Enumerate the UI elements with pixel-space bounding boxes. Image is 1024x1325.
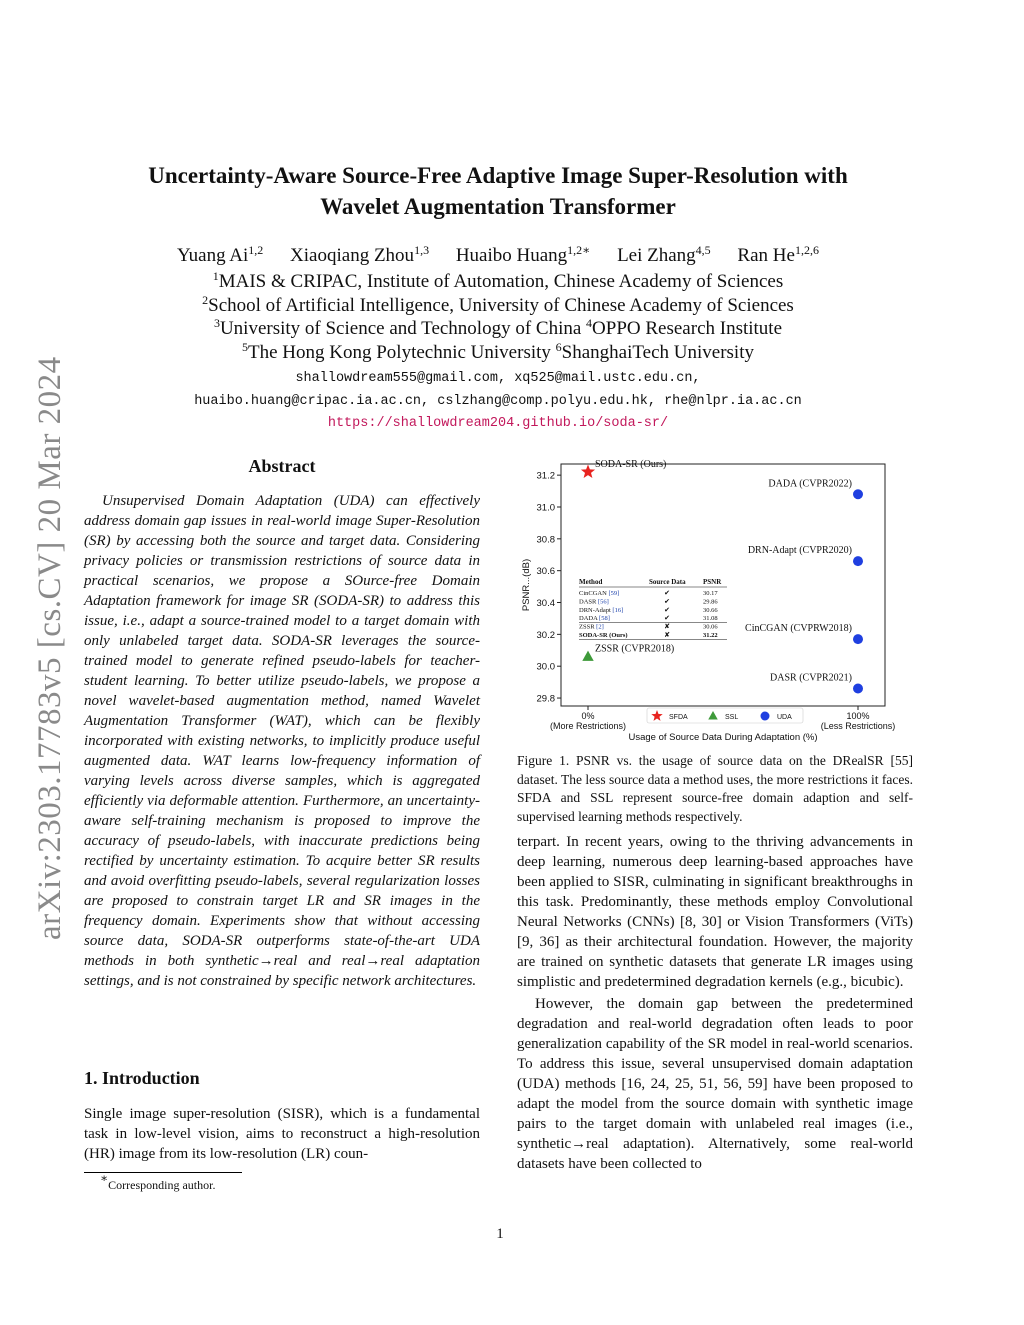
x-tick-label: 100% [846,711,870,721]
data-point-circle [853,489,863,499]
arxiv-stamp: arXiv:2303.17783v5 [cs.CV] 20 Mar 2024 [32,356,68,940]
page-number: 1 [496,1226,504,1242]
email-line-2: huaibo.huang@cripac.ia.ac.cn, cslzhang@comp.polyu.edu.hk, rhe@nlpr.ia.ac.cn [194,393,802,409]
data-label: SODA-SR (Ours) [595,458,667,470]
y-tick-label: 30.0 [536,661,555,673]
inset-table-method: DADA [58] [579,615,610,623]
inset-table-source: ✔ [664,590,670,597]
inset-table-psnr: 31.08 [703,615,718,623]
y-tick-label: 31.2 [536,470,555,482]
y-axis-label: PSNR...(dB) [521,558,532,612]
right-paragraph-2: However, the domain gap between the predetermined degradation and real-world degradation often leads to poor generalization capability of the SR model in real-world scenarios. To address this issue, several unsupervised domain adaptation (UDA) methods [16, 24, 25, 51, 56, 59] have been proposed to adapt the model from the source domain with synthetic image pairs to the target domain with unlabeled real images (i.e., synthetic→real adaptation). Alternatively, some real-world datasets have been collected to [517,996,913,1172]
affiliation-3-4: $^3$University of Science and Technology of China $^4$OPPO Research Institute [213,316,783,339]
y-tick-label: 29.8 [536,693,555,705]
inset-table-method: CinCGAN [59] [579,590,620,597]
inset-table-psnr: 30.66 [703,606,718,614]
abstract-body: Unsupervised Domain Adaptation (UDA) can effectively address domain gap issues in real-world image Super-Resolution (SR) by accessing both the source and target data. Considering privacy policies or transmission restrictions of source data in practical scenarios, we propose a SOurce-free Domain Adaptation framework for image SR (SODA-SR) to address this issue, i.e., adapt a source-trained model to a target domain with only unlabeled target data. SODA-SR leverages the source-trained model to generate refined pseudo-labels for teacher-student learning. To better utilize pseudo-labels, we propose a novel wavelet-based augmentation method, named Wavelet Augmentation Transformer (WAT), which can be flexibly incorporated with existing networks, to implicitly produce useful augmented data. WAT learns low-frequency information of varying levels across diverse samples, which is aggregated efficiently via deformable attention. Furthermore, an uncertainty-aware self-training mechanism is proposed to improve the accuracy of pseudo-labels, with inaccurate predictions being rectified by uncertainty estimation. To acquire better SR results and avoid overfitting pseudo-labels, several regularization losses are proposed to constrain target LR and SR images in the frequency domain. Experiments show that without accessing source data, SODA-SR outperforms state-of-the-art UDA methods in both synthetic→real and real→real adaptation settings, and is not constrained by specific network architectures. [84,493,480,989]
x-tick-sublabel: (More Restrictions) [549,721,627,731]
author-5: Ran He$^{1,2,6}$ [737,243,819,266]
legend-label: SSL [725,714,739,721]
data-label: DASR (CVPR2021) [770,672,852,684]
inset-table-method: DRN-Adapt [16] [579,606,624,614]
inset-table-header: Source Data [649,578,686,586]
y-tick-label: 30.8 [536,534,555,546]
inset-table-header: PSNR [703,578,722,586]
title-line-2: Wavelet Augmentation Transformer [320,194,676,219]
data-label: DADA (CVPR2022) [768,478,852,490]
email-block [60,368,936,436]
x-tick-sublabel: (Less Restrictions) [820,721,896,731]
author-3: Huaibo Huang$^{1,2∗}$ [455,243,591,266]
inset-table-source: ✔ [664,606,670,614]
data-label: DRN-Adapt (CVPR2020) [747,545,852,557]
figure-1-chart [517,458,913,748]
title-line-1: Uncertainty-Aware Source-Free Adaptive Image Super-Resolution with [148,163,848,188]
author-4: Lei Zhang$^{4,5}$ [617,243,711,266]
legend-marker-circle [761,712,770,721]
inset-table-psnr: 29.86 [703,598,718,606]
inset-table-psnr: 30.17 [703,590,718,597]
affiliation-1: $^1$MAIS & CRIPAC, Institute of Automation, Chinese Academy of Sciences [212,269,784,292]
inset-table-method: ZSSR [2] [579,623,604,631]
inset-table-header: Method [579,578,603,586]
right-paragraph-1: terpart. In recent years, owing to the thriving advancements in deep learning, numerous deep learning-based approaches have been applied to SISR, culminating in significant breakthroughs in this task. Predominantly, these methods employ Convolutional Neural Networks (CNNs) [8, 30] or Vision Transformers (ViTs) [9, 36] as their architectural foundation. However, the majority are trained on synthetic datasets that generate LR images using simplistic and predetermined degradation kernels (e.g., bicubic). [517,834,913,990]
email-line-1: shallowdream555@gmail.com, xq525@mail.ustc.edu.cn, [295,371,701,386]
inset-table-source: ✔ [664,598,670,606]
author-2: Xiaoqiang Zhou$^{1,3}$ [290,243,430,266]
intro-body: Single image super-resolution (SISR), which is a fundamental task in low-level vision, aims to reconstruct a high-resolution (HR) image from its low-resolution (LR) coun- [84,1106,480,1162]
intro-heading: 1. Introduction [84,1068,200,1088]
inset-table-source: ✘ [664,632,670,639]
data-point-circle [853,556,863,566]
inset-table-psnr: 30.06 [703,623,718,631]
inset-table-source: ✘ [664,623,670,631]
inset-table-method: DASR [56] [579,598,609,606]
inset-table-method: SODA-SR (Ours) [579,632,628,639]
affiliation-5-6: $^5$The Hong Kong Polytechnic University $^6$ShanghaiTech University [242,339,754,363]
author-list [60,244,936,267]
right-column-text [517,832,913,1176]
affiliation-2: $^2$School of Artificial Intelligence, University of Chinese Academy of Sciences [202,292,794,316]
x-axis-label: Usage of Source Data During Adaptation (%) [628,732,818,743]
x-tick-label: 0% [581,711,595,721]
y-tick-label: 31.0 [536,502,555,514]
footnote: ∗Corresponding author. [100,1171,216,1192]
project-url-link[interactable]: https://shallowdream204.github.io/soda-sr/ [327,416,669,431]
psnr-scatter-plot [517,458,913,748]
paper-title [60,160,936,222]
data-point-circle [853,634,863,644]
plot-frame [561,464,885,706]
data-label: CinCGAN (CVPRW2018) [745,623,852,635]
abstract-heading: Abstract [248,456,316,476]
y-tick-label: 30.4 [536,598,555,610]
figure-1-caption: Figure 1. PSNR vs. the usage of source data on the DRealSR [55] dataset. The less source data a method uses, the more restrictions it faces. SFDA and SSL represent source-free domain adaption and self-supervised learning methods respectively. [517,753,913,824]
data-label: ZSSR (CVPR2018) [595,643,675,655]
legend-label: SFDA [669,714,688,721]
legend-label: UDA [777,714,792,721]
inset-table-psnr: 31.22 [703,632,718,639]
affiliations [60,270,936,364]
data-point-circle [853,683,863,693]
y-tick-label: 30.2 [536,629,555,641]
author-1: Yuang Ai$^{1,2}$ [177,243,264,266]
y-tick-label: 30.6 [536,566,555,578]
inset-table-source: ✔ [664,615,670,623]
